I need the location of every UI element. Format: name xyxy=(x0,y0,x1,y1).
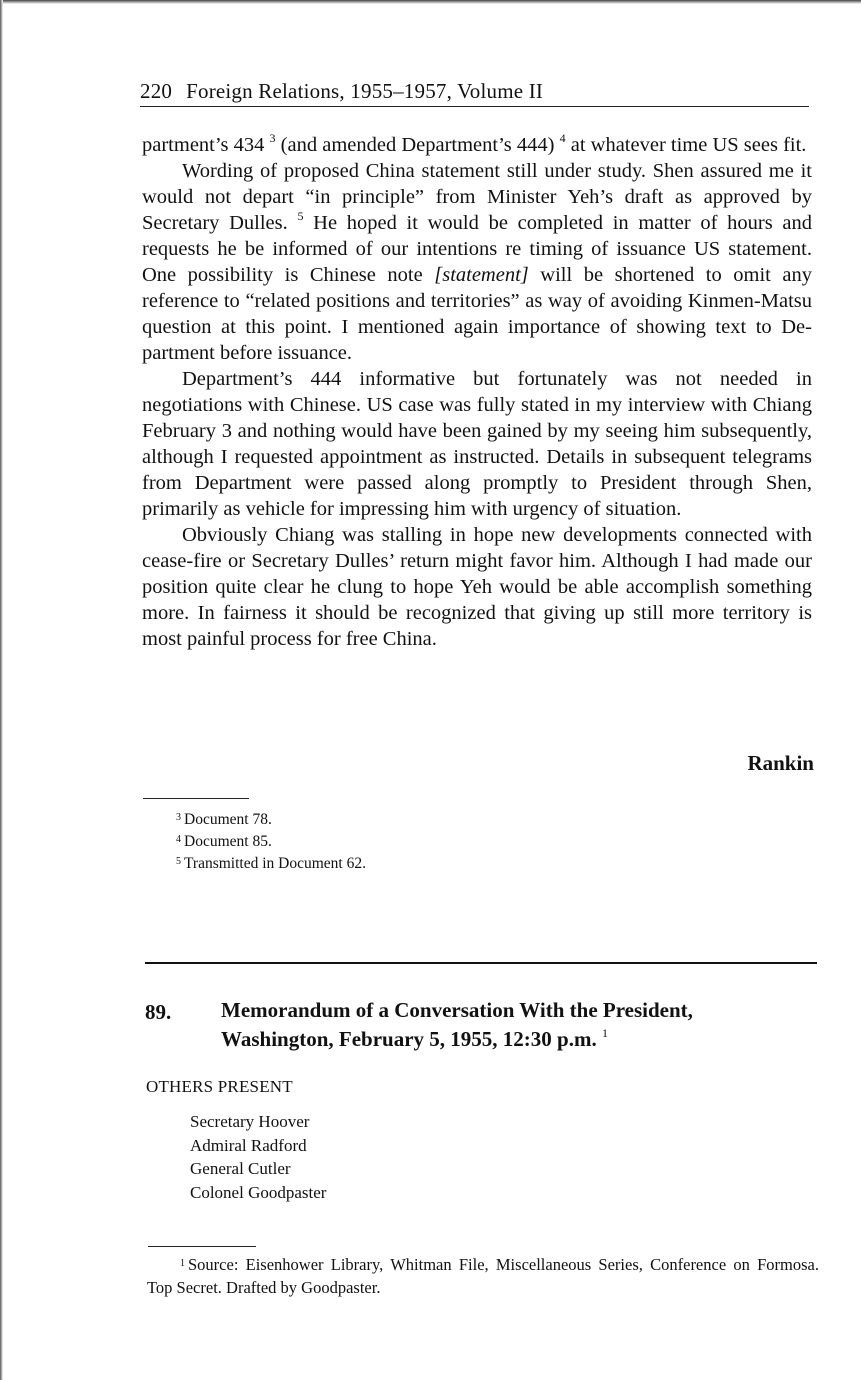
body-paragraph-4: Obviously Chiang was stalling in hope new developments connected with cease-fire or Secretary Dulles’ return might favor him. Although I had made our position quite clear he clung to hope Yeh would be able accomplish something more. In fairness it should be recognized that giving up still more territory is most painful process for free China. xyxy=(142,524,812,650)
body-paragraph-1 xyxy=(142,132,812,158)
footnote-item xyxy=(176,808,366,830)
title-line-1: Memorandum of a Conversation With the President, xyxy=(221,998,693,1022)
footnote-separator xyxy=(148,1246,256,1247)
footnote-mark: 1 xyxy=(180,1258,185,1269)
footnote-item xyxy=(176,852,366,874)
footnote-ref: 5 xyxy=(297,209,304,223)
footnote-mark: 4 xyxy=(176,834,181,845)
footnote-item xyxy=(176,830,366,852)
footnote-text: Document 78. xyxy=(184,811,272,828)
attendee: Admiral Radford xyxy=(190,1135,307,1155)
attendee: Secretary Hoover xyxy=(190,1112,310,1131)
attendee-list xyxy=(190,1110,326,1204)
title-text: Washington, February 5, 1955, 12:30 p.m. xyxy=(221,1027,597,1051)
body-paragraph-3: Department’s 444 informative but fortunately was not needed in negotiations with Chinese. US case was fully stated in my interview with Chiang February 3 and nothing would have been gained by my seeing him subsequently, although I requested appointment as instructed. Details in subsequent telegrams from Department were passed along promptly to President through Shen, primarily as vehicle for impressing him with urgency of situation. xyxy=(142,368,812,520)
footnote-text: Source: Eisenhower Library, Whitman File, Miscellaneous Series, Conference on Formosa. Top Secret. Drafted by Goodpaster. xyxy=(147,1255,819,1297)
body-text-run: He hoped it would be completed in matter of hours and requests he be informed of our intentions re timing of issuance US statement. One possibility is Chinese note xyxy=(142,212,813,286)
footnote-text: Document 85. xyxy=(184,833,272,850)
footnote-ref: 1 xyxy=(601,1026,608,1040)
signature: Rankin xyxy=(747,751,814,775)
running-title: Foreign Relations, 1955–1957, Volume II xyxy=(186,79,544,103)
body-text-run: at whatever time US sees fit. xyxy=(565,134,807,156)
footnote-ref: 4 xyxy=(559,131,566,145)
title-line-2 xyxy=(221,1025,821,1054)
body-paragraph-2 xyxy=(142,158,812,366)
footnotes xyxy=(176,808,366,874)
footnote-mark: 3 xyxy=(176,812,181,823)
editorial-insertion: [statement] xyxy=(434,264,529,286)
footnote-separator xyxy=(143,798,249,799)
others-present-label: OTHERS PRESENT xyxy=(146,1077,293,1096)
attendee: General Cutler xyxy=(190,1159,291,1178)
page-edge-shadow-top xyxy=(0,0,861,4)
page-number: 220 xyxy=(140,79,173,103)
footnote-text: Transmitted in Document 62. xyxy=(184,855,366,872)
body-text-run: partment’s 434 xyxy=(142,134,265,156)
body-text-run: will be shortened to omit any reference to “related positions and territories” as way of avoiding Kinmen-Matsu question at this point. I mentioned again importance of showing text to Department before issuance. xyxy=(142,264,812,364)
running-header xyxy=(140,78,809,107)
attendee: Colonel Goodpaster xyxy=(190,1182,327,1202)
telegram-body xyxy=(142,132,812,652)
body-text-run: (and amended Department’s 444) xyxy=(275,134,555,156)
section-divider xyxy=(145,962,817,964)
page-edge-shadow-left xyxy=(0,0,3,1380)
source-footnote xyxy=(147,1252,819,1299)
footnote-mark: 5 xyxy=(176,856,181,867)
footnote-lead xyxy=(147,1255,180,1274)
footnote-ref: 3 xyxy=(269,131,276,145)
document-number: 89. xyxy=(145,1000,172,1024)
body-text-run: Wording of proposed China statement still under study. Shen assured me it would not depart “in principle” from Minister Yeh’s draft as approved by Secretary Dulles. xyxy=(142,160,812,234)
document-title xyxy=(221,996,821,1054)
